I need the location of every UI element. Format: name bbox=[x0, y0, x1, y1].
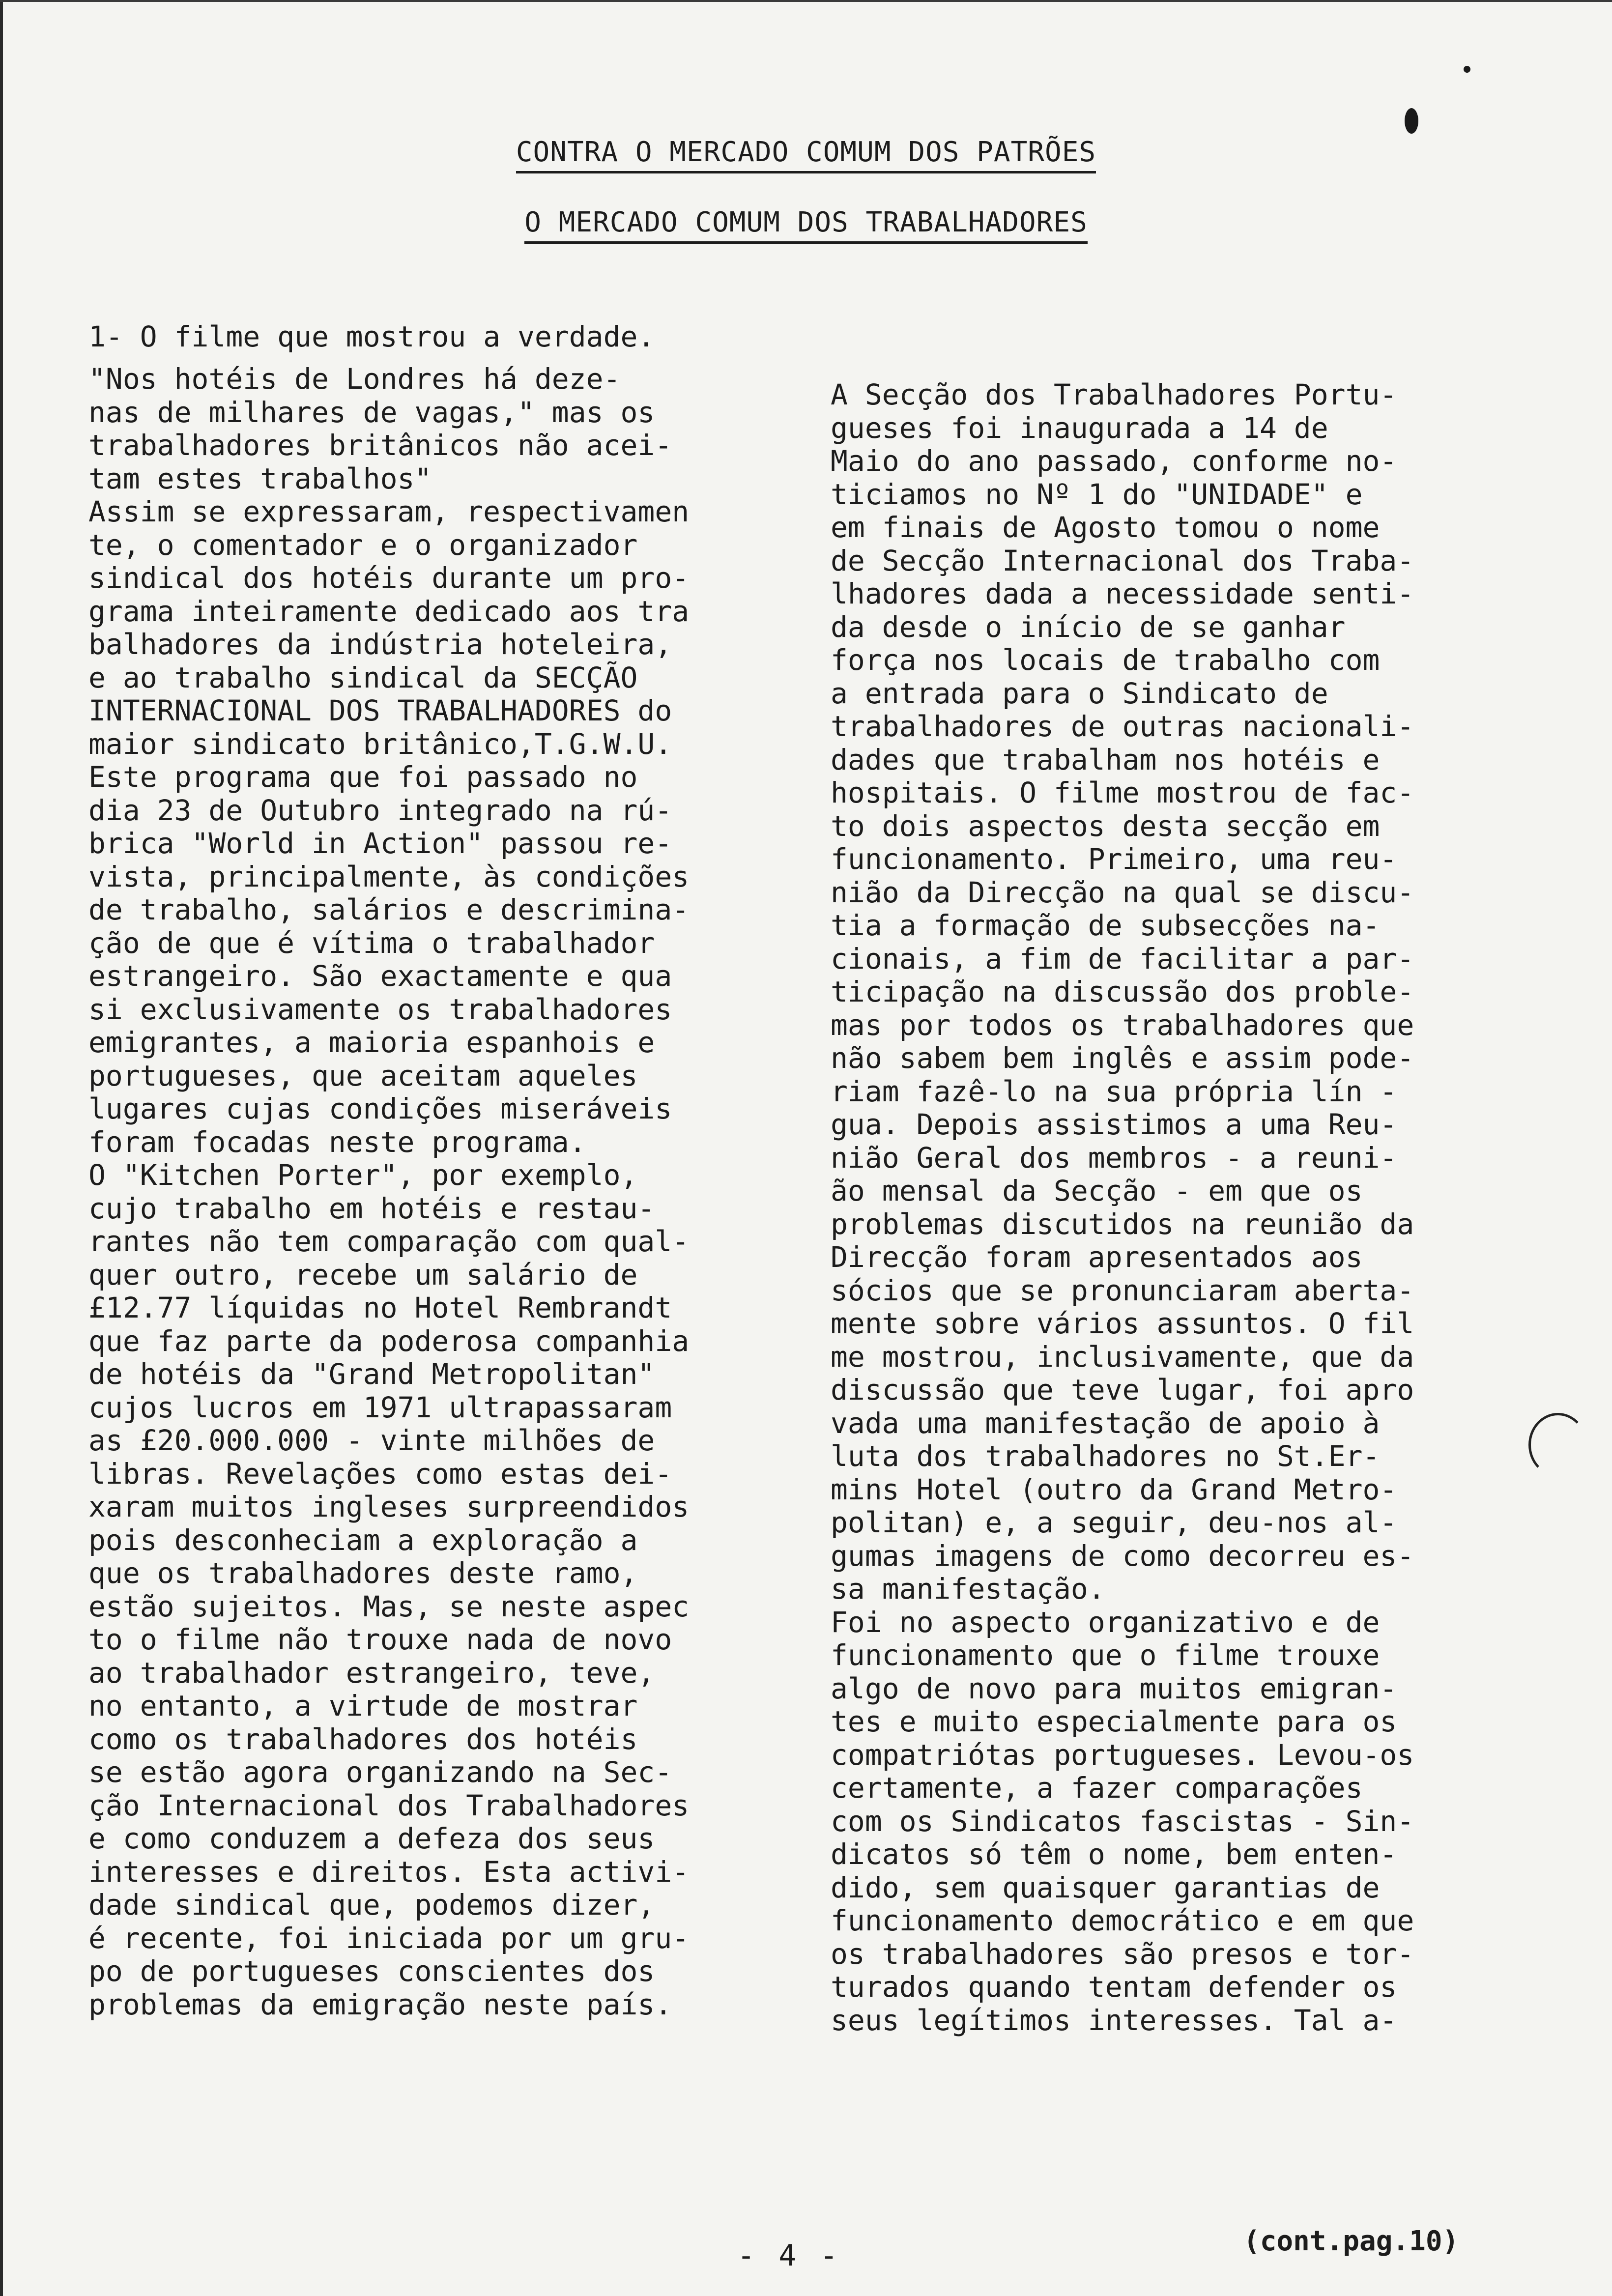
text-line: cujo trabalho em hotéis e restau- bbox=[88, 1191, 655, 1225]
text-line: politan) e, a seguir, deu-nos al- bbox=[831, 1506, 1397, 1539]
text-line: estrangeiro. São exactamente e qua bbox=[88, 959, 672, 993]
text-line: as £20.000.000 - vinte milhões de bbox=[88, 1424, 655, 1457]
text-line: seus legítimos interesses. Tal a- bbox=[831, 2003, 1397, 2037]
text-line: Direcção foram apresentados aos bbox=[831, 1240, 1363, 1274]
text-line: algo de novo para muitos emigran- bbox=[831, 1671, 1397, 1705]
text-line: de trabalho, salários e descrimina- bbox=[88, 893, 690, 926]
text-line: compatriótas portugueses. Levou-os bbox=[831, 1738, 1414, 1772]
text-line: ão mensal da Secção - em que os bbox=[831, 1174, 1363, 1207]
text-line: £12.77 líquidas no Hotel Rembrandt bbox=[88, 1291, 672, 1324]
text-line: lhadores dada a necessidade senti- bbox=[831, 577, 1414, 610]
text-line: si exclusivamente os trabalhadores bbox=[88, 992, 672, 1026]
text-line: certamente, a fazer comparações bbox=[831, 1771, 1363, 1805]
text-line: discussão que teve lugar, foi apro bbox=[831, 1373, 1414, 1406]
text-line: a entrada para o Sindicato de bbox=[831, 676, 1328, 710]
text-line: xaram muitos ingleses surpreendidos bbox=[88, 1490, 690, 1523]
text-line: portugueses, que aceitam aqueles bbox=[88, 1059, 638, 1092]
text-line: turados quando tentam defender os bbox=[831, 1970, 1397, 2004]
text-line: dades que trabalham nos hotéis e bbox=[831, 743, 1380, 776]
text-line: funcionamento democrático e em que bbox=[831, 1904, 1414, 1937]
text-line: funcionamento que o filme trouxe bbox=[831, 1638, 1380, 1672]
text-line: problemas da emigração neste país. bbox=[88, 1987, 672, 2021]
text-line: cionais, a fim de facilitar a par- bbox=[831, 942, 1414, 976]
text-line: tam estes trabalhos" bbox=[88, 461, 432, 495]
text-line: no entanto, a virtude de mostrar bbox=[88, 1689, 638, 1722]
headline-primary-text: CONTRA O MERCADO COMUM DOS PATRÕES bbox=[516, 136, 1096, 173]
text-line: nião Geral dos membros - a reuni- bbox=[831, 1141, 1397, 1175]
text-line: gumas imagens de como decorreu es- bbox=[831, 1539, 1414, 1573]
text-line: me mostrou, inclusivamente, que da bbox=[831, 1340, 1414, 1374]
text-line: funcionamento. Primeiro, uma reu- bbox=[831, 842, 1397, 876]
page-number: - 4 - bbox=[737, 2239, 841, 2273]
text-line: hospitais. O filme mostrou de fac- bbox=[831, 776, 1414, 809]
text-line: problemas discutidos na reunião da bbox=[831, 1207, 1414, 1241]
text-line: balhadores da indústria hoteleira, bbox=[88, 628, 672, 661]
text-line: nas de milhares de vagas," mas os bbox=[88, 395, 655, 429]
text-line: sócios que se pronunciaram aberta- bbox=[831, 1273, 1414, 1307]
text-line: Este programa que foi passado no bbox=[88, 760, 638, 794]
text-line: gueses foi inaugurada a 14 de bbox=[831, 411, 1328, 445]
text-line: brica "World in Action" passou re- bbox=[88, 827, 672, 860]
text-line: "Nos hotéis de Londres há deze- bbox=[88, 362, 621, 396]
text-line: mins Hotel (outro da Grand Metro- bbox=[831, 1472, 1397, 1506]
text-line: gua. Depois assistimos a uma Reu- bbox=[831, 1108, 1397, 1141]
text-line: vista, principalmente, às condições bbox=[88, 860, 690, 893]
text-line: cujos lucros em 1971 ultrapassaram bbox=[88, 1390, 672, 1424]
text-line: tes e muito especialmente para os bbox=[831, 1705, 1397, 1738]
text-line: os trabalhadores são presos e tor- bbox=[831, 1937, 1414, 1971]
text-line: quer outro, recebe um salário de bbox=[88, 1258, 638, 1292]
text-line: tia a formação de subsecções na- bbox=[831, 909, 1380, 942]
text-line: ticipação na discussão dos proble- bbox=[831, 975, 1414, 1008]
text-line: e ao trabalho sindical da SECÇÃO bbox=[88, 660, 638, 694]
headline-primary bbox=[0, 136, 1612, 168]
text-line: sindical dos hotéis durante um pro- bbox=[88, 561, 690, 595]
text-line: com os Sindicatos fascistas - Sin- bbox=[831, 1804, 1414, 1838]
text-line: trabalhadores de outras nacionali- bbox=[831, 710, 1414, 743]
text-line: INTERNACIONAL DOS TRABALHADORES do bbox=[88, 694, 672, 727]
text-line: da desde o início de se ganhar bbox=[831, 610, 1346, 644]
continuation-note: (cont.pag.10) bbox=[1243, 2225, 1459, 2257]
text-line: em finais de Agosto tomou o nome bbox=[831, 511, 1380, 544]
text-line: to dois aspectos desta secção em bbox=[831, 809, 1380, 843]
text-line: ção Internacional dos Trabalhadores bbox=[88, 1788, 690, 1822]
text-line: dade sindical que, podemos dizer, bbox=[88, 1888, 655, 1922]
text-line: riam fazê-lo na sua própria lín - bbox=[831, 1074, 1397, 1108]
text-line: ticiamos no Nº 1 do "UNIDADE" e bbox=[831, 477, 1363, 511]
text-line: rantes não tem comparação com qual- bbox=[88, 1225, 690, 1258]
text-line: to o filme não trouxe nada de novo bbox=[88, 1623, 672, 1656]
margin-mark bbox=[1528, 1413, 1587, 1477]
text-line: não sabem bem inglês e assim pode- bbox=[831, 1041, 1414, 1075]
text-line: po de portugueses conscientes dos bbox=[88, 1954, 655, 1988]
text-line: O "Kitchen Porter", por exemplo, bbox=[88, 1158, 638, 1192]
ink-blot bbox=[1405, 108, 1418, 134]
text-line: interesses e direitos. Esta activi- bbox=[88, 1855, 690, 1889]
text-line: se estão agora organizando na Sec- bbox=[88, 1755, 672, 1789]
text-line: mas por todos os trabalhadores que bbox=[831, 1008, 1414, 1042]
text-line: força nos locais de trabalho com bbox=[831, 643, 1380, 677]
section-heading: 1- O filme que mostrou a verdade. bbox=[88, 320, 655, 353]
ink-speck bbox=[1464, 66, 1470, 73]
text-line: é recente, foi iniciada por um gru- bbox=[88, 1921, 690, 1955]
text-line: te, o comentador e o organizador bbox=[88, 528, 638, 562]
text-line: libras. Revelações como estas dei- bbox=[88, 1457, 672, 1491]
text-line: emigrantes, a maioria espanhois e bbox=[88, 1026, 655, 1059]
text-line: trabalhadores britânicos não acei- bbox=[88, 429, 672, 462]
text-line: luta dos trabalhadores no St.Er- bbox=[831, 1439, 1380, 1473]
text-line: Maio do ano passado, conforme no- bbox=[831, 444, 1397, 478]
text-line: sa manifestação. bbox=[831, 1572, 1105, 1606]
text-line: nião da Direcção na qual se discu- bbox=[831, 875, 1414, 909]
text-line: Foi no aspecto organizativo e de bbox=[831, 1605, 1380, 1639]
text-line: que faz parte da poderosa companhia bbox=[88, 1324, 690, 1358]
text-line: Assim se expressaram, respectivamen bbox=[88, 495, 690, 528]
text-line: dido, sem quaisquer garantias de bbox=[831, 1870, 1380, 1904]
text-line: como os trabalhadores dos hotéis bbox=[88, 1722, 638, 1756]
text-line: estão sujeitos. Mas, se neste aspec bbox=[88, 1589, 690, 1623]
text-line: foram focadas neste programa. bbox=[88, 1125, 586, 1159]
text-line: de hotéis da "Grand Metropolitan" bbox=[88, 1357, 655, 1391]
text-line: ção de que é vítima o trabalhador bbox=[88, 926, 655, 960]
text-line: pois desconheciam a exploração a bbox=[88, 1523, 638, 1557]
text-line: grama inteiramente dedicado aos tra bbox=[88, 594, 690, 628]
headline-secondary bbox=[0, 206, 1612, 238]
text-line: A Secção dos Trabalhadores Portu- bbox=[831, 378, 1397, 411]
text-line: dicatos só têm o nome, bem enten- bbox=[831, 1837, 1397, 1871]
text-line: ao trabalhador estrangeiro, teve, bbox=[88, 1656, 655, 1690]
scan-edge bbox=[0, 0, 3, 2296]
scan-edge-top bbox=[0, 0, 1612, 2]
text-line: e como conduzem a defeza dos seus bbox=[88, 1822, 655, 1855]
text-line: que os trabalhadores deste ramo, bbox=[88, 1556, 638, 1590]
text-line: dia 23 de Outubro integrado na rú- bbox=[88, 793, 672, 827]
text-line: lugares cujas condições miseráveis bbox=[88, 1092, 672, 1125]
text-line: vada uma manifestação de apoio à bbox=[831, 1406, 1380, 1440]
text-line: de Secção Internacional dos Traba- bbox=[831, 544, 1414, 577]
headline-secondary-text: O MERCADO COMUM DOS TRABALHADORES bbox=[524, 206, 1088, 244]
text-line: maior sindicato britânico,T.G.W.U. bbox=[88, 727, 672, 761]
text-line: mente sobre vários assuntos. O fil bbox=[831, 1307, 1414, 1340]
